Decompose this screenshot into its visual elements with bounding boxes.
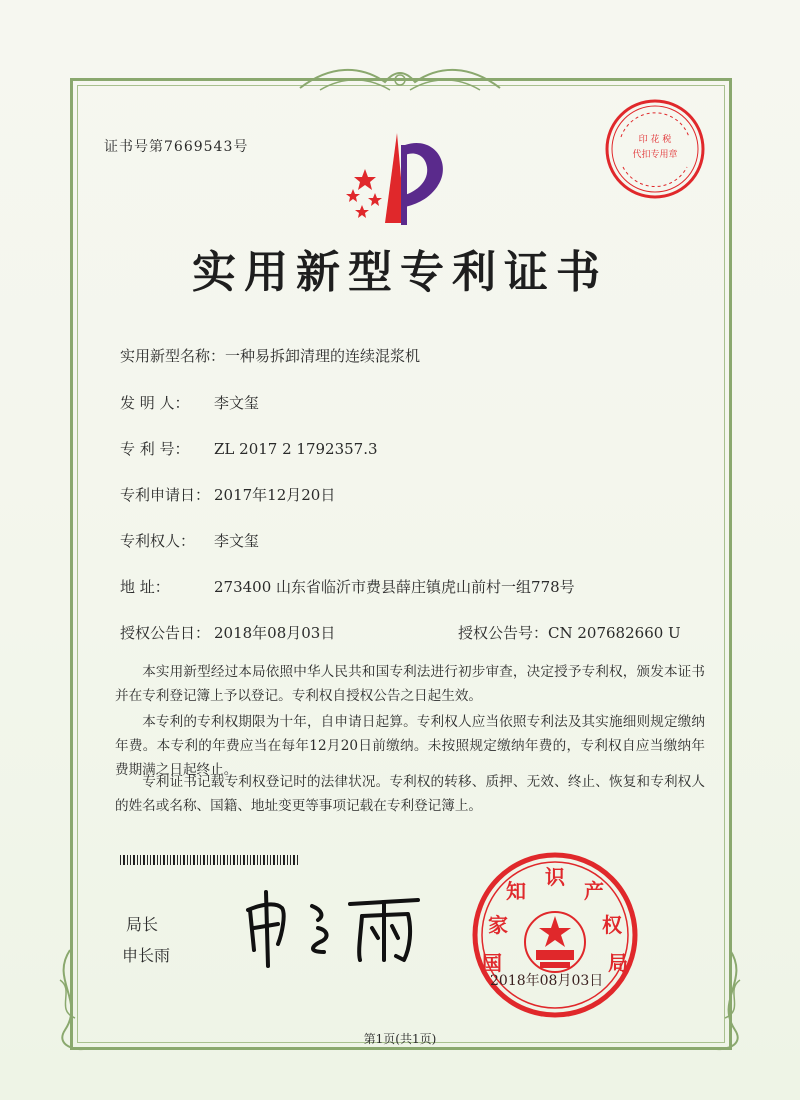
page-number: 第1页(共1页) [363,1032,437,1046]
filing-date-row [120,484,335,505]
signatory-title: 局长 [126,915,159,934]
svg-text:识: 识 [545,865,565,889]
inventor-row [120,392,259,413]
body-paragraph: 专利证书记载专利权登记时的法律状况。专利权的转移、质押、无效、终止、恢复和专利权人的姓名或名称、国籍、地址变更等事项记载在专利登记簿上。 [115,774,705,814]
certificate-number: 证书号第7669543号 [104,139,249,155]
stamp-duty-seal [603,97,707,201]
field-label: 专利权人： [120,532,196,550]
handwritten-signature [232,880,432,970]
svg-text:知: 知 [506,879,526,903]
announcement-number-row [458,622,681,643]
svg-text:家: 家 [488,913,508,937]
announcement-date-row [120,622,335,643]
utility-model-name-row [120,345,420,366]
field-label: 实用新型名称： [120,347,226,365]
seal-date: 2018年08月03日 [490,973,604,989]
svg-text:印 花 税: 印 花 税 [638,135,672,145]
patentee-row [120,530,259,551]
svg-text:国: 国 [482,951,502,975]
field-label: 授权公告日： [120,624,211,642]
top-ornament [290,60,510,100]
inventor-name: 李文玺 [214,394,260,412]
body-paragraph: 本专利的专利权期限为十年，自申请日起算。专利权人应当依照专利法及其实施细则规定缴纳年费。本专利的年费应当在每年12月20日前缴纳。未按照规定缴纳年费的，专利权自应当缴纳年费期满之日起终止。 [115,714,705,778]
patent-number-row [120,438,378,459]
field-label: 地 址： [120,578,170,596]
field-label: 专 利 号： [120,440,190,458]
field-label: 授权公告号： [458,624,549,642]
utility-model-name: 一种易拆卸清理的连续混浆机 [225,347,421,365]
svg-text:局: 局 [608,951,628,975]
field-label: 发 明 人： [120,394,190,412]
svg-text:权: 权 [602,913,622,937]
address-row [120,576,575,597]
signatory-name: 申长雨 [122,946,171,965]
announcement-date: 2018年08月03日 [214,624,336,642]
barcode [120,855,300,865]
official-seal [470,850,640,1020]
svg-text:代扣专用章: 代扣专用章 [632,150,678,160]
patentee-name: 李文玺 [214,532,260,550]
svg-text:产: 产 [584,879,604,903]
announcement-number: CN 207682660 U [548,624,681,642]
patent-number: ZL 2017 2 1792357.3 [214,440,378,458]
address: 273400 山东省临沂市费县薛庄镇虎山前村一组778号 [214,578,575,596]
body-paragraph: 本实用新型经过本局依照中华人民共和国专利法进行初步审查，决定授予专利权，颁发本证书并在专利登记簿上予以登记。专利权自授权公告之日起生效。 [115,664,705,704]
field-label: 专利申请日： [120,486,211,504]
filing-date: 2017年12月20日 [214,486,336,504]
patent-office-emblem [335,125,465,235]
document-title: 实用新型专利证书 [192,247,608,298]
